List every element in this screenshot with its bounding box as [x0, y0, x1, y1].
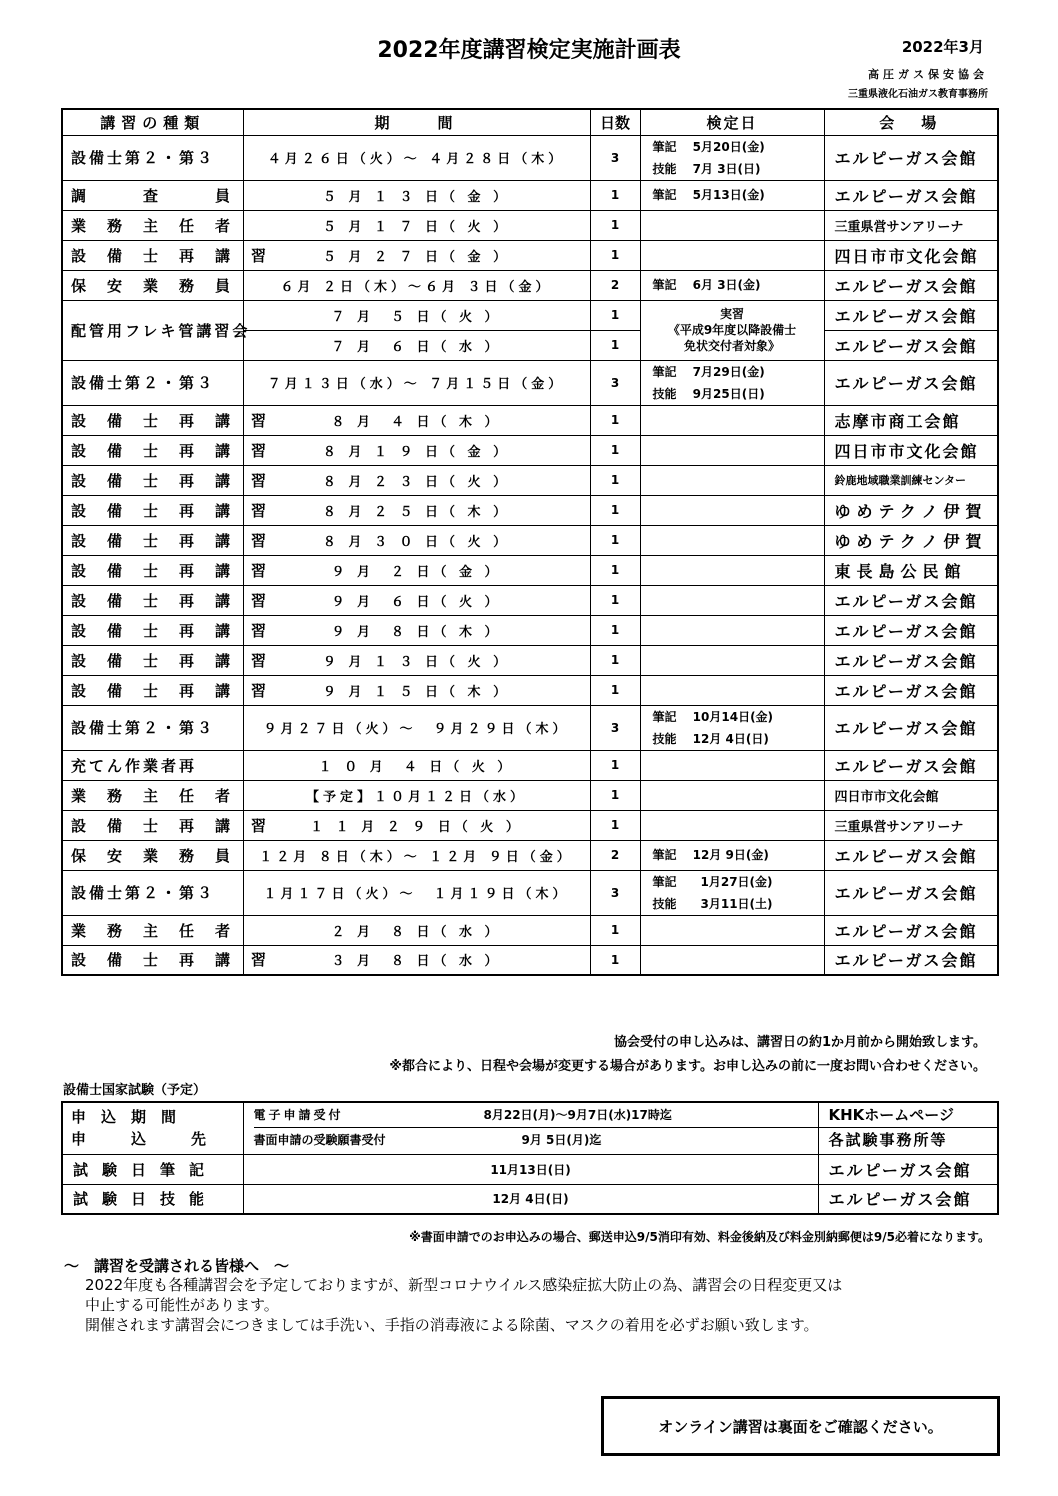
venue-cell: 鈴鹿地域職業訓練センター: [824, 465, 998, 495]
course-name-cell: 業 務 主 任 者: [62, 210, 243, 240]
table-row: [62, 675, 998, 705]
online-course-notice: オンライン講習は裏面をご確認ください。: [601, 1396, 1000, 1456]
notice-line-3: 開催されます講習会につきましては手洗い、手指の消毒液による除菌、マスクの着用を必ずお願い致します。: [85, 1316, 819, 1334]
table-row: [62, 810, 998, 840]
organization-name: 高圧ガス保安協会: [868, 68, 988, 81]
period-cell: ７月１３日（水）～ ７月１５日（金）: [243, 360, 590, 405]
days-cell: 3: [590, 870, 640, 915]
table-row: [62, 615, 998, 645]
days-cell: 1: [590, 465, 640, 495]
exam-date-cell: [640, 585, 824, 615]
application-note: ※書面申請でのお申込みの場合、郵送申込9/5消印有効、料金後納及び料金別納郵便は9/5必着になります。: [409, 1230, 990, 1244]
venue-cell: エルピーガス会館: [824, 750, 998, 780]
application-venues: [818, 1102, 998, 1154]
days-cell: 1: [590, 750, 640, 780]
exam-line: 免状交付者対象》: [683, 339, 780, 353]
course-name-cell: 設 備 士 再 講 習: [62, 495, 243, 525]
electronic-period: 8月22日(月)～9月7日(水)17時迄: [483, 1108, 672, 1123]
period-cell: １ ０ 月 ４ 日（ 火 ）: [243, 750, 590, 780]
days-cell: 1: [590, 495, 640, 525]
venue-cell: エルピーガス会館: [824, 840, 998, 870]
national-exam-table: [61, 1101, 999, 1215]
course-name-cell: 設 備 士 再 講 習: [62, 585, 243, 615]
exam-date-cell: [640, 615, 824, 645]
period-cell: ６月 ２日（木）～６月 ３日（金）: [243, 270, 590, 300]
period-cell: ５ 月 ２ ７ 日（ 金 ）: [243, 240, 590, 270]
course-name-cell: 設 備 士 再 講 習: [62, 525, 243, 555]
table-row: [62, 135, 998, 180]
table-row: [62, 585, 998, 615]
venue-cell: エルピーガス会館: [824, 945, 998, 975]
exam-line: 技能 9月25日(日): [652, 386, 765, 401]
table-row: [62, 525, 998, 555]
header-exam-date: 検定日: [640, 109, 824, 135]
exam-date-cell: [640, 435, 824, 465]
exam-line: 筆記 5月20日(金): [652, 139, 765, 154]
venue-cell: ゆめテクノ伊賀: [824, 495, 998, 525]
venue-cell: エルピーガス会館: [824, 360, 998, 405]
days-cell: 1: [590, 210, 640, 240]
skill-exam-venue: エルピーガス会館: [818, 1184, 998, 1214]
period-cell: ８ 月 ２ ３ 日（ 火 ）: [243, 465, 590, 495]
venue-cell: エルピーガス会館: [824, 870, 998, 915]
exam-date-cell: [640, 240, 824, 270]
schedule-table: [61, 108, 999, 976]
period-cell: １ １ 月 ２ ９ 日（ 火 ）: [243, 810, 590, 840]
course-name-cell: 設備士第２・第３: [62, 360, 243, 405]
written-exam-label: 試験日筆記: [62, 1154, 243, 1184]
exam-date-cell: [640, 525, 824, 555]
course-name-cell: 設備士第２・第３: [62, 705, 243, 750]
table-row: [62, 945, 998, 975]
header-venue: 会 場: [824, 109, 998, 135]
course-name-cell: 設 備 士 再 講 習: [62, 465, 243, 495]
days-cell: 1: [590, 945, 640, 975]
exam-line: 筆記 1月27日(金): [652, 874, 773, 889]
days-cell: 1: [590, 435, 640, 465]
days-cell: 1: [590, 240, 640, 270]
days-cell: 1: [590, 585, 640, 615]
exam-line: 技能 3月11日(土): [652, 896, 773, 911]
days-cell: 1: [590, 780, 640, 810]
venue-cell: エルピーガス会館: [824, 300, 998, 330]
course-name-cell: 設 備 士 再 講 習: [62, 810, 243, 840]
table-row: [62, 435, 998, 465]
paper-period: 9月 5日(月)迄: [521, 1133, 602, 1148]
page-title: 2022年度講習検定実施計画表: [377, 38, 681, 63]
venue-cell: エルピーガス会館: [824, 180, 998, 210]
exam-date-cell: [640, 810, 824, 840]
table-row: [62, 555, 998, 585]
venue-cell: エルピーガス会館: [824, 270, 998, 300]
course-name-cell: 設備士第２・第３: [62, 135, 243, 180]
period-cell: ７ 月 ６ 日（ 水 ）: [243, 330, 590, 360]
written-exam-venue: エルピーガス会館: [818, 1154, 998, 1184]
exam-date-cell: [640, 705, 824, 750]
exam-date-cell: [640, 555, 824, 585]
exam-line: 技能 12月 4日(日): [652, 731, 769, 746]
header-days: 日数: [590, 109, 640, 135]
notice-body: [85, 1275, 842, 1335]
exam-date-cell: [640, 915, 824, 945]
days-cell: 1: [590, 180, 640, 210]
exam-date-cell: [640, 645, 824, 675]
schedule-header-row: [62, 109, 998, 135]
exam-date-cell: [640, 840, 824, 870]
period-cell: ９ 月 ２ 日（ 金 ）: [243, 555, 590, 585]
table-row: [62, 840, 998, 870]
period-cell: ８ 月 ２ ５ 日（ 木 ）: [243, 495, 590, 525]
table-row: [62, 180, 998, 210]
exam-date-cell: [640, 870, 824, 915]
venue-cell: エルピーガス会館: [824, 135, 998, 180]
course-name-cell: 充てん作業者再: [62, 750, 243, 780]
notice-line-1: 2022年度も各種講習会を予定しておりますが、新型コロナウイルス感染症拡大防止の為、講習会の日程変更又は: [85, 1276, 843, 1294]
table-row: [62, 495, 998, 525]
table-row: [62, 915, 998, 945]
course-name-cell: 設 備 士 再 講 習: [62, 645, 243, 675]
exam-date-cell: [640, 210, 824, 240]
exam-date-cell: [640, 135, 824, 180]
table-row: [62, 750, 998, 780]
table-row: [62, 705, 998, 750]
exam-date-cell: [640, 465, 824, 495]
exam-line: 実習: [719, 307, 744, 321]
exam-date-cell: [640, 360, 824, 405]
course-name-cell: 設 備 士 再 講 習: [62, 240, 243, 270]
period-cell: ８ 月 １ ９ 日（ 金 ）: [243, 435, 590, 465]
days-cell: 2: [590, 840, 640, 870]
period-cell: ２ 月 ８ 日（ 水 ）: [243, 915, 590, 945]
exam-line: 筆記 10月14日(金): [652, 709, 774, 724]
venue-cell: 志摩市商工会館: [824, 405, 998, 435]
electronic-venue: KHKホームページ: [819, 1103, 998, 1128]
venue-cell: エルピーガス会館: [824, 615, 998, 645]
period-cell: ５ 月 １ ７ 日（ 火 ）: [243, 210, 590, 240]
days-cell: 3: [590, 705, 640, 750]
header-course-type: 講習の種類: [62, 109, 243, 135]
office-name: 三重県液化石油ガス教育事務所: [848, 89, 988, 100]
application-destination-label: 申 込 先: [71, 1130, 207, 1149]
days-cell: 2: [590, 270, 640, 300]
period-cell: 【予定】１０月１２日（水）: [243, 780, 590, 810]
written-exam-row: [62, 1154, 998, 1184]
venue-cell: エルピーガス会館: [824, 585, 998, 615]
venue-cell: エルピーガス会館: [824, 705, 998, 750]
period-cell: ４月２６日（火）～ ４月２８日（木）: [243, 135, 590, 180]
table-row: [62, 870, 998, 915]
table-row: [62, 360, 998, 405]
exam-date-cell: [640, 675, 824, 705]
table-row: [62, 645, 998, 675]
period-cell: ９ 月 ８ 日（ 木 ）: [243, 615, 590, 645]
period-cell: ７ 月 ５ 日（ 火 ）: [243, 300, 590, 330]
exam-date-cell: [640, 750, 824, 780]
venue-cell: 四日市市文化会館: [824, 780, 998, 810]
notice-line-2: 中止する可能性があります。: [85, 1296, 279, 1314]
exam-line: 筆記 6月 3日(金): [652, 278, 761, 292]
table-row: [62, 210, 998, 240]
period-cell: ９月２７日（火）～ ９月２９日（木）: [243, 705, 590, 750]
course-name-cell: 業 務 主 任 者: [62, 915, 243, 945]
paper-label: 書面申請の受験願書受付: [253, 1133, 386, 1148]
written-exam-date: 11月13日(日): [243, 1154, 818, 1184]
paper-application: [254, 1128, 818, 1153]
issue-date: 2022年3月: [901, 38, 984, 56]
period-cell: ９ 月 １ ５ 日（ 木 ）: [243, 675, 590, 705]
venue-cell: エルピーガス会館: [824, 645, 998, 675]
period-cell: ８ 月 ４ 日（ 木 ）: [243, 405, 590, 435]
course-name-cell: 設 備 士 再 講 習: [62, 615, 243, 645]
electronic-application: [254, 1103, 818, 1128]
venue-cell: 三重県営サンアリーナ: [824, 210, 998, 240]
table-row: [62, 405, 998, 435]
table-row: [62, 465, 998, 495]
application-label: [62, 1102, 243, 1154]
venue-cell: 東長島公民館: [824, 555, 998, 585]
period-cell: ５ 月 １ ３ 日（ 金 ）: [243, 180, 590, 210]
venue-cell: エルピーガス会館: [824, 330, 998, 360]
exam-date-cell: [640, 180, 824, 210]
exam-date-cell: [640, 270, 824, 300]
period-cell: １２月 ８日（木）～ １２月 ９日（金）: [243, 840, 590, 870]
venue-cell: 四日市市文化会館: [824, 435, 998, 465]
days-cell: 1: [590, 810, 640, 840]
change-note: ※都合により、日程や会場が変更する場合があります。お申し込みの前に一度お問い合わせください。: [389, 1059, 986, 1074]
schedule-body: [62, 135, 998, 975]
days-cell: 1: [590, 300, 640, 330]
national-exam-title: 設備士国家試験（予定）: [63, 1083, 207, 1098]
course-name-cell: 設備士第２・第３: [62, 870, 243, 915]
days-cell: 1: [590, 915, 640, 945]
exam-line: 技能 7月 3日(日): [652, 161, 761, 176]
table-row: [62, 240, 998, 270]
notice-heading: ～ 講習を受講される皆様へ ～: [64, 1257, 290, 1275]
exam-date-cell: [640, 495, 824, 525]
period-cell: ３ 月 ８ 日（ 水 ）: [243, 945, 590, 975]
exam-date-cell: [640, 780, 824, 810]
course-name-cell: 調 査 員: [62, 180, 243, 210]
period-cell: ９ 月 ６ 日（ 火 ）: [243, 585, 590, 615]
days-cell: 1: [590, 645, 640, 675]
exam-line: 筆記 7月29日(金): [652, 364, 765, 379]
period-cell: ９ 月 １ ３ 日（ 火 ）: [243, 645, 590, 675]
application-period-label: 申 込 期 間: [71, 1108, 177, 1127]
application-row: [62, 1102, 998, 1154]
course-name-cell: 設 備 士 再 講 習: [62, 405, 243, 435]
electronic-label: 電子申請受付: [253, 1108, 344, 1123]
venue-cell: ゆめテクノ伊賀: [824, 525, 998, 555]
paper-venue: 各試験事務所等: [828, 1131, 948, 1150]
header-period: 期 間: [243, 109, 590, 135]
course-name-cell: 設 備 士 再 講 習: [62, 945, 243, 975]
venue-cell: 四日市市文化会館: [824, 240, 998, 270]
exam-line: 《平成9年度以降設備士: [667, 323, 797, 337]
skill-exam-row: [62, 1184, 998, 1214]
skill-exam-date: 12月 4日(日): [243, 1184, 818, 1214]
period-cell: ８ 月 ３ ０ 日（ 火 ）: [243, 525, 590, 555]
course-name-cell: 設 備 士 再 講 習: [62, 675, 243, 705]
days-cell: 1: [590, 615, 640, 645]
exam-date-cell: [640, 300, 824, 360]
exam-line: 筆記 12月 9日(金): [652, 848, 769, 862]
days-cell: 1: [590, 555, 640, 585]
course-name-cell: 設 備 士 再 講 習: [62, 435, 243, 465]
course-name-cell: 保 安 業 務 員: [62, 270, 243, 300]
days-cell: 1: [590, 405, 640, 435]
table-row: [62, 780, 998, 810]
days-cell: 3: [590, 360, 640, 405]
reception-note: 協会受付の申し込みは、講習日の約1か月前から開始致します。: [613, 1035, 986, 1050]
table-row: [62, 270, 998, 300]
skill-exam-label: 試験日技能: [62, 1184, 243, 1214]
course-name-cell: 配管用フレキ管講習会: [62, 300, 243, 360]
course-name-cell: 業 務 主 任 者: [62, 780, 243, 810]
venue-cell: エルピーガス会館: [824, 915, 998, 945]
course-name-cell: 設 備 士 再 講 習: [62, 555, 243, 585]
exam-date-cell: [640, 945, 824, 975]
period-cell: １月１７日（火）～ １月１９日（木）: [243, 870, 590, 915]
exam-date-cell: [640, 405, 824, 435]
days-cell: 3: [590, 135, 640, 180]
days-cell: 1: [590, 675, 640, 705]
application-details: [243, 1102, 818, 1154]
days-cell: 1: [590, 525, 640, 555]
venue-cell: 三重県営サンアリーナ: [824, 810, 998, 840]
exam-line: 筆記 5月13日(金): [652, 188, 765, 202]
table-row: [62, 300, 998, 330]
venue-cell: エルピーガス会館: [824, 675, 998, 705]
course-name-cell: 保 安 業 務 員: [62, 840, 243, 870]
days-cell: 1: [590, 330, 640, 360]
